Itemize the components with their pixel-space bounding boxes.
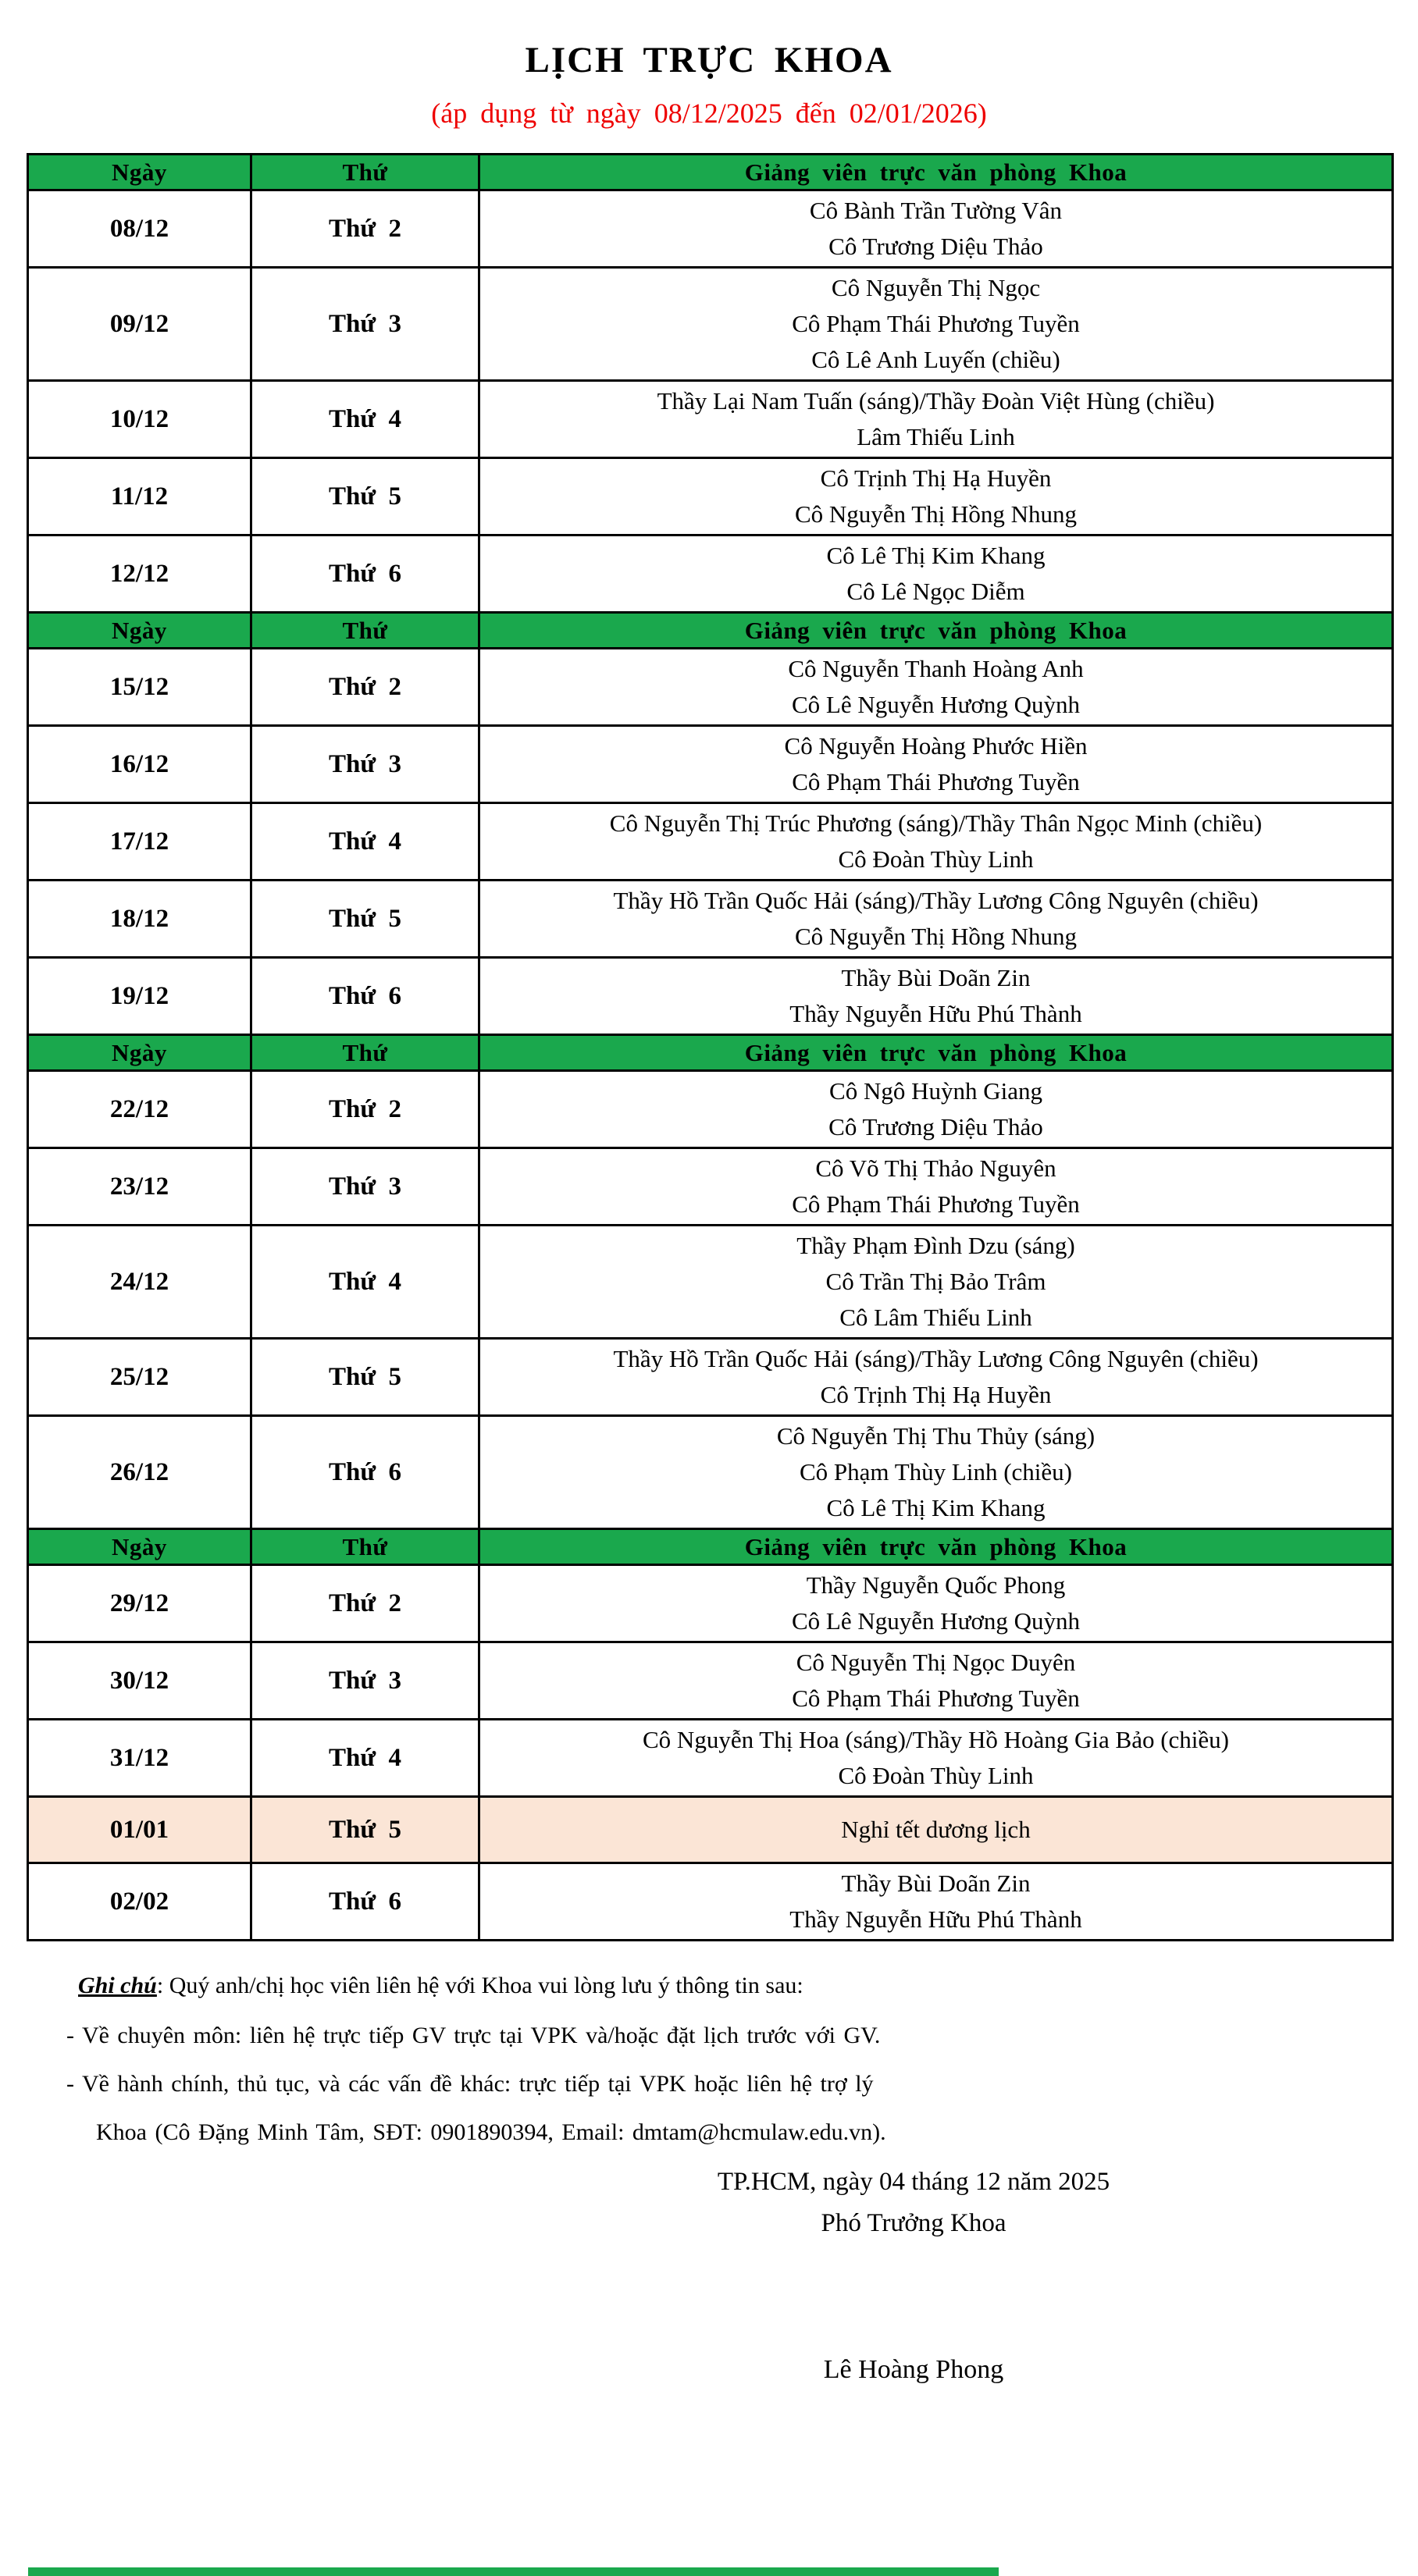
staff-name: Cô Lê Anh Luyến (chiều) bbox=[811, 346, 1060, 373]
schedule-row bbox=[28, 535, 1393, 613]
schedule-row bbox=[28, 1148, 1393, 1226]
day-cell: Thứ 2 bbox=[251, 1071, 479, 1148]
date-cell: 12/12 bbox=[28, 535, 251, 613]
staff-name: Thầy Nguyễn Quốc Phong bbox=[806, 1571, 1066, 1599]
staff-name: Thầy Nguyễn Hữu Phú Thành bbox=[789, 1905, 1082, 1933]
staff-cell bbox=[479, 1226, 1393, 1339]
day-cell: Thứ 5 bbox=[251, 458, 479, 535]
date-cell: 16/12 bbox=[28, 726, 251, 803]
staff-name: Cô Nguyễn Thị Hồng Nhung bbox=[794, 500, 1078, 528]
staff-name: Cô Lê Nguyễn Hương Quỳnh bbox=[792, 691, 1080, 718]
day-column-header: Thứ bbox=[251, 1529, 479, 1565]
date-cell: 31/12 bbox=[28, 1720, 251, 1797]
date-column-header: Ngày bbox=[28, 613, 251, 649]
schedule-row bbox=[28, 649, 1393, 726]
signature-block bbox=[617, 2168, 1210, 2385]
note-label: Ghi chú bbox=[78, 1973, 157, 1998]
schedule-row bbox=[28, 1226, 1393, 1339]
staff-name: Cô Trần Thị Bảo Trâm bbox=[825, 1268, 1046, 1295]
date-cell: 26/12 bbox=[28, 1416, 251, 1529]
date-cell: 17/12 bbox=[28, 803, 251, 881]
day-cell: Thứ 4 bbox=[251, 1226, 479, 1339]
staff-cell bbox=[479, 1565, 1393, 1642]
schedule-row bbox=[28, 1565, 1393, 1642]
table-header-row bbox=[28, 613, 1393, 649]
schedule-row bbox=[28, 1071, 1393, 1148]
date-cell: 24/12 bbox=[28, 1226, 251, 1339]
day-cell: Thứ 3 bbox=[251, 726, 479, 803]
staff-name: Cô Trương Diệu Thảo bbox=[828, 233, 1043, 260]
day-cell: Thứ 2 bbox=[251, 1565, 479, 1642]
notes-section bbox=[66, 1973, 1418, 2146]
staff-name: Cô Nguyễn Hoàng Phước Hiền bbox=[784, 732, 1088, 760]
schedule-row bbox=[28, 803, 1393, 881]
date-cell: 23/12 bbox=[28, 1148, 251, 1226]
schedule-row bbox=[28, 1642, 1393, 1720]
schedule-row bbox=[28, 1863, 1393, 1941]
day-column-header: Thứ bbox=[251, 1035, 479, 1071]
date-cell: 10/12 bbox=[28, 381, 251, 458]
date-cell: 09/12 bbox=[28, 268, 251, 381]
day-cell: Thứ 3 bbox=[251, 268, 479, 381]
staff-name: Thầy Bùi Doãn Zin bbox=[841, 1870, 1031, 1897]
staff-column-header: Giảng viên trực văn phòng Khoa bbox=[479, 1529, 1393, 1565]
note-intro: : Quý anh/chị học viên liên hệ với Khoa vui lòng lưu ý thông tin sau: bbox=[156, 1973, 803, 1998]
staff-cell bbox=[479, 1863, 1393, 1941]
schedule-row bbox=[28, 458, 1393, 535]
note-bullet-2: - Về hành chính, thủ tục, và các vấn đề khác: trực tiếp tại VPK hoặc liên hệ trợ lý bbox=[66, 2071, 874, 2097]
duty-schedule-table bbox=[27, 153, 1394, 1941]
staff-name: Cô Nguyễn Thanh Hoàng Anh bbox=[788, 655, 1084, 682]
day-cell: Thứ 3 bbox=[251, 1148, 479, 1226]
schedule-row bbox=[28, 881, 1393, 958]
day-column-header: Thứ bbox=[251, 155, 479, 190]
staff-name: Cô Nguyễn Thị Hoa (sáng)/Thầy Hồ Hoàng Gia Bảo (chiều) bbox=[643, 1726, 1229, 1753]
schedule-row bbox=[28, 958, 1393, 1035]
date-cell: 01/01 bbox=[28, 1797, 251, 1863]
day-cell: Thứ 4 bbox=[251, 1720, 479, 1797]
staff-name: Cô Ngô Huỳnh Giang bbox=[829, 1077, 1042, 1105]
note-heading bbox=[78, 1973, 1418, 1999]
staff-name: Cô Phạm Thái Phương Tuyền bbox=[792, 310, 1080, 337]
staff-cell bbox=[479, 1797, 1393, 1863]
staff-cell bbox=[479, 1720, 1393, 1797]
staff-cell bbox=[479, 190, 1393, 268]
date-cell: 08/12 bbox=[28, 190, 251, 268]
date-cell: 11/12 bbox=[28, 458, 251, 535]
date-column-header: Ngày bbox=[28, 1035, 251, 1071]
staff-cell bbox=[479, 1148, 1393, 1226]
schedule-row bbox=[28, 381, 1393, 458]
table-header-row bbox=[28, 1035, 1393, 1071]
day-cell: Thứ 5 bbox=[251, 1797, 479, 1863]
staff-column-header: Giảng viên trực văn phòng Khoa bbox=[479, 155, 1393, 190]
staff-cell bbox=[479, 649, 1393, 726]
staff-name: Cô Lê Ngọc Diễm bbox=[846, 578, 1025, 605]
staff-cell bbox=[479, 268, 1393, 381]
staff-name: Lâm Thiếu Linh bbox=[857, 423, 1015, 450]
day-cell: Thứ 2 bbox=[251, 190, 479, 268]
day-column-header: Thứ bbox=[251, 613, 479, 649]
table-header-row bbox=[28, 155, 1393, 190]
staff-name: Cô Lê Nguyễn Hương Quỳnh bbox=[792, 1607, 1080, 1635]
staff-name: Cô Phạm Thái Phương Tuyền bbox=[792, 1190, 1080, 1218]
staff-cell bbox=[479, 1642, 1393, 1720]
staff-cell bbox=[479, 381, 1393, 458]
page-subtitle: (áp dụng từ ngày 08/12/2025 đến 02/01/2026) bbox=[431, 98, 987, 129]
staff-name: Thầy Phạm Đình Dzu (sáng) bbox=[796, 1232, 1075, 1259]
day-cell: Thứ 6 bbox=[251, 535, 479, 613]
date-cell: 18/12 bbox=[28, 881, 251, 958]
day-cell: Thứ 4 bbox=[251, 803, 479, 881]
date-cell: 22/12 bbox=[28, 1071, 251, 1148]
staff-cell bbox=[479, 1416, 1393, 1529]
staff-name: Cô Lê Thị Kim Khang bbox=[826, 542, 1046, 569]
schedule-row bbox=[28, 1720, 1393, 1797]
holiday-row bbox=[28, 1797, 1393, 1863]
staff-name: Cô Nguyễn Thị Thu Thủy (sáng) bbox=[776, 1422, 1096, 1450]
staff-column-header: Giảng viên trực văn phòng Khoa bbox=[479, 1035, 1393, 1071]
staff-name: Thầy Bùi Doãn Zin bbox=[841, 964, 1031, 991]
staff-name: Thầy Hồ Trần Quốc Hải (sáng)/Thầy Lương Công Nguyên (chiều) bbox=[613, 1345, 1259, 1372]
staff-cell bbox=[479, 458, 1393, 535]
date-cell: 30/12 bbox=[28, 1642, 251, 1720]
date-cell: 02/02 bbox=[28, 1863, 251, 1941]
day-cell: Thứ 6 bbox=[251, 958, 479, 1035]
staff-cell bbox=[479, 1339, 1393, 1416]
staff-name: Cô Phạm Thái Phương Tuyền bbox=[792, 768, 1080, 795]
staff-name: Cô Nguyễn Thị Hồng Nhung bbox=[794, 923, 1078, 950]
staff-cell bbox=[479, 958, 1393, 1035]
schedule-row bbox=[28, 1416, 1393, 1529]
staff-name: Cô Nguyễn Thị Trúc Phương (sáng)/Thầy Thân Ngọc Minh (chiều) bbox=[609, 809, 1263, 837]
staff-cell bbox=[479, 535, 1393, 613]
day-cell: Thứ 3 bbox=[251, 1642, 479, 1720]
day-cell: Thứ 2 bbox=[251, 649, 479, 726]
staff-name: Cô Nguyễn Thị Ngọc Duyên bbox=[796, 1649, 1076, 1676]
staff-name: Cô Trương Diệu Thảo bbox=[828, 1113, 1043, 1140]
staff-cell bbox=[479, 1071, 1393, 1148]
date-column-header: Ngày bbox=[28, 1529, 251, 1565]
staff-name: Thầy Nguyễn Hữu Phú Thành bbox=[789, 1000, 1082, 1027]
day-cell: Thứ 4 bbox=[251, 381, 479, 458]
staff-cell bbox=[479, 881, 1393, 958]
staff-column-header: Giảng viên trực văn phòng Khoa bbox=[479, 613, 1393, 649]
staff-name: Cô Phạm Thùy Linh (chiều) bbox=[800, 1458, 1072, 1485]
signature-name: Lê Hoàng Phong bbox=[823, 2355, 1004, 2384]
staff-name: Nghỉ tết dương lịch bbox=[841, 1816, 1031, 1843]
staff-cell bbox=[479, 726, 1393, 803]
staff-name: Thầy Lại Nam Tuấn (sáng)/Thầy Đoàn Việt Hùng (chiều) bbox=[657, 387, 1215, 415]
date-column-header: Ngày bbox=[28, 155, 251, 190]
staff-cell bbox=[479, 803, 1393, 881]
clipped-next-table-header bbox=[28, 2567, 999, 2576]
day-cell: Thứ 6 bbox=[251, 1863, 479, 1941]
staff-name: Cô Bành Trần Tường Vân bbox=[809, 197, 1063, 224]
schedule-row bbox=[28, 1339, 1393, 1416]
page-title: LỊCH TRỰC KHOA bbox=[525, 40, 893, 80]
staff-name: Cô Lâm Thiếu Linh bbox=[839, 1304, 1032, 1331]
staff-name: Cô Lê Thị Kim Khang bbox=[826, 1494, 1046, 1521]
staff-name: Cô Đoàn Thùy Linh bbox=[838, 845, 1034, 873]
day-cell: Thứ 6 bbox=[251, 1416, 479, 1529]
date-cell: 19/12 bbox=[28, 958, 251, 1035]
note-bullet-2-continued: Khoa (Cô Đặng Minh Tâm, SĐT: 0901890394, Email: dmtam@hcmulaw.edu.vn). bbox=[96, 2119, 886, 2145]
note-bullet-1: - Về chuyên môn: liên hệ trực tiếp GV trực tại VPK và/hoặc đặt lịch trước với GV. bbox=[66, 2023, 881, 2048]
staff-name: Cô Trịnh Thị Hạ Huyền bbox=[820, 464, 1052, 492]
schedule-row bbox=[28, 726, 1393, 803]
staff-name: Cô Nguyễn Thị Ngọc bbox=[831, 274, 1041, 301]
table-header-row bbox=[28, 1529, 1393, 1565]
staff-name: Cô Đoàn Thùy Linh bbox=[838, 1762, 1034, 1789]
schedule-row bbox=[28, 190, 1393, 268]
staff-name: Cô Trịnh Thị Hạ Huyền bbox=[820, 1381, 1052, 1408]
staff-name: Cô Võ Thị Thảo Nguyên bbox=[815, 1155, 1056, 1182]
schedule-row bbox=[28, 268, 1393, 381]
signature-place-date: TP.HCM, ngày 04 tháng 12 năm 2025 bbox=[717, 2168, 1110, 2196]
signature-role: Phó Trưởng Khoa bbox=[821, 2209, 1006, 2237]
date-cell: 29/12 bbox=[28, 1565, 251, 1642]
day-cell: Thứ 5 bbox=[251, 881, 479, 958]
day-cell: Thứ 5 bbox=[251, 1339, 479, 1416]
date-cell: 25/12 bbox=[28, 1339, 251, 1416]
staff-name: Cô Phạm Thái Phương Tuyền bbox=[792, 1685, 1080, 1712]
date-cell: 15/12 bbox=[28, 649, 251, 726]
staff-name: Thầy Hồ Trần Quốc Hải (sáng)/Thầy Lương Công Nguyên (chiều) bbox=[613, 887, 1259, 914]
